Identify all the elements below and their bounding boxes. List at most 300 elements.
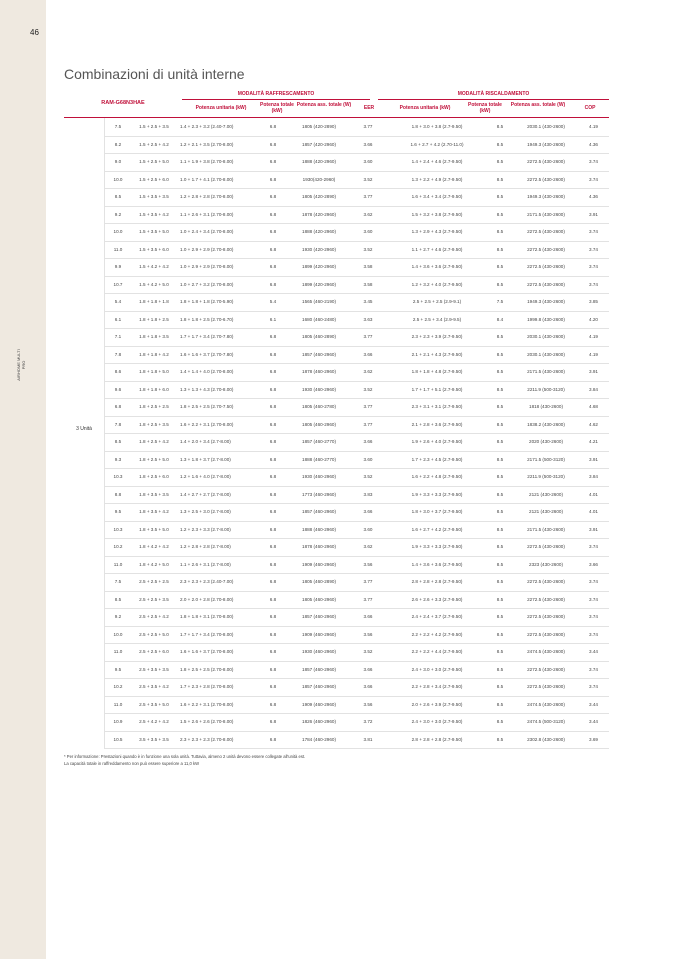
- table-cell: 3.66: [363, 351, 373, 357]
- table-cell: 1.8 + 3.0 + 3.7 (2.7-9.50): [411, 509, 463, 514]
- table-cell: 1.2 + 1.6 + 4.0 (2.7-8.00): [180, 474, 231, 479]
- table-cell: 1.8 + 1.8 + 5.0: [139, 369, 169, 374]
- table-cell: 1.8 + 4.2 + 5.0: [139, 561, 169, 567]
- table-cell: 1909 (460-2960): [302, 701, 336, 707]
- table-cell: 8.5: [496, 649, 504, 654]
- table-cell: 6.8: [269, 579, 277, 584]
- table-cell: 2.5 + 2.5 + 6.0: [139, 649, 169, 654]
- table-cell: 1930(420-2960): [302, 176, 336, 182]
- table-cell: 8.5: [496, 736, 504, 742]
- heating-group-header: MODALITÀ RISCALDAMENTO: [457, 91, 530, 97]
- footnote-2: La capacità totale in raffreddamento non può essere superiore a 11,0 kW: [64, 761, 200, 766]
- table-cell: 1.5 + 4.2 + 5.0: [139, 281, 169, 287]
- model-header: RAM-G68N3HAE: [101, 100, 145, 106]
- table-cell: 2171.5 (430-2600): [527, 211, 565, 217]
- table-cell: 1.6 + 1.6 + 3.7 (2.70-8.00): [180, 649, 234, 654]
- table-cell: 8.5: [496, 246, 504, 252]
- table-cell: 8.6: [114, 369, 122, 374]
- table-cell: 2272.5 (430-2600): [527, 596, 565, 602]
- table-cell: 3.66: [589, 561, 598, 567]
- table-cell: 3.52: [363, 649, 373, 654]
- table-cell: 1.2 + 2.3 + 3.3 (2.7-8.00): [180, 526, 231, 532]
- table-cell: 1773 (460-2960): [302, 491, 336, 497]
- table-cell: 1.0 + 2.4 + 3.4 (2.70-8.00): [180, 229, 234, 234]
- table-cell: 2272.5 (430-2600): [527, 176, 565, 182]
- table-cell: 2.6 + 2.6 + 3.3 (2.7-9.50): [411, 596, 463, 602]
- table-cell: 1.8 + 1.8 + 2.5: [139, 316, 169, 322]
- table-row: [104, 643, 609, 662]
- table-cell: 3.62: [363, 211, 373, 217]
- table-cell: 1805 (460-2890): [302, 334, 336, 339]
- table-row: [104, 556, 609, 575]
- table-cell: 2.3 + 3.1 + 3.1 (2.7-9.50): [411, 404, 463, 409]
- table-row: [104, 153, 609, 172]
- table-cell: 6.8: [269, 719, 277, 724]
- table-row: [104, 258, 609, 277]
- table-cell: 1805 (460-2960): [302, 421, 336, 427]
- table-cell: 1.5 + 3.5 + 4.2: [139, 211, 169, 217]
- table-cell: 1805 (460-2890): [302, 579, 336, 584]
- table-cell: 8.5: [496, 229, 504, 234]
- table-cell: 3.77: [363, 596, 373, 602]
- table-cell: 6.8: [269, 736, 277, 742]
- table-cell: 1.8 + 2.5 + 2.5 (2.70-7.50): [180, 404, 234, 409]
- table-cell: 8.5: [496, 404, 504, 409]
- table-cell: 1.5 + 2.5 + 5.0: [139, 159, 169, 164]
- table-cell: 8.5: [496, 194, 504, 199]
- table-cell: 1.8 + 1.8 + 4.8 (2.7-9.50): [411, 369, 463, 374]
- table-cell: 1.5 + 3.5 + 5.0: [139, 229, 169, 234]
- table-cell: 2020 (430-2600): [529, 439, 563, 444]
- table-cell: 8.5: [496, 386, 504, 392]
- col-eer: EER: [363, 105, 375, 111]
- table-cell: 2.5 + 3.5 + 5.0: [139, 701, 169, 707]
- table-row: [104, 521, 609, 540]
- table-cell: 8.5: [496, 281, 504, 287]
- table-cell: 6.1: [269, 316, 277, 322]
- table-cell: 3.84: [589, 474, 598, 479]
- table-cell: 1.8 + 1.8 + 1.8 (2.70-5.90): [180, 299, 234, 304]
- table-cell: 1.0 + 2.7 + 3.2 (2.70-8.00): [180, 281, 234, 287]
- table-cell: 4.36: [589, 141, 598, 147]
- table-row: [104, 346, 609, 365]
- table-cell: 2.2 + 2.2 + 4.4 (2.7-9.50): [411, 649, 463, 654]
- table-cell: 8.5: [496, 614, 504, 619]
- table-cell: 11.0: [113, 649, 123, 654]
- table-cell: 1565 (460-2190): [302, 299, 336, 304]
- table-cell: 1826 (460-2960): [302, 719, 336, 724]
- table-cell: 8.5: [496, 334, 504, 339]
- table-row: [104, 276, 609, 295]
- table-cell: 3.74: [589, 544, 598, 549]
- table-cell: 1.5 + 4.2 + 4.2: [139, 264, 169, 269]
- page-title: Combinazioni di unità interne: [64, 66, 245, 82]
- table-cell: 1.6 + 2.7 + 4.2 (2.70-11.0): [410, 141, 464, 147]
- table-cell: 4.21: [589, 439, 598, 444]
- table-cell: 1.8 + 4.2 + 4.2: [139, 544, 169, 549]
- table-cell: 2171.5 (500-3120): [527, 456, 565, 462]
- table-cell: 6.8: [269, 194, 277, 199]
- table-cell: 4.36: [589, 194, 598, 199]
- table-cell: 1.9 + 2.6 + 4.0 (2.7-9.50): [411, 439, 463, 444]
- table-cell: 1949.3 (430-2600): [527, 299, 565, 304]
- table-cell: 3.66: [363, 684, 373, 689]
- table-cell: 11.0: [113, 701, 123, 707]
- table-cell: 1805 (420-2890): [302, 194, 336, 199]
- table-cell: 6.8: [269, 509, 277, 514]
- table-row: [104, 503, 609, 522]
- table-cell: 8.5: [496, 176, 504, 182]
- table-cell: 1899 (420-2960): [302, 281, 336, 287]
- table-cell: 7.8: [114, 351, 122, 357]
- table-cell: 3.74: [589, 614, 598, 619]
- table-cell: 2.2 + 2.2 + 4.2 (2.7-9.50): [411, 631, 463, 637]
- table-cell: 8.5: [114, 194, 122, 199]
- table-cell: 3.52: [363, 246, 373, 252]
- col-cool-total-power: Potenza totale (kW): [260, 102, 294, 114]
- table-cell: 1857 (460-2770): [302, 439, 336, 444]
- table-cell: 8.2: [114, 141, 122, 147]
- table-cell: 3.60: [363, 456, 373, 462]
- table-cell: 2272.5 (430-2600): [527, 666, 565, 672]
- table-cell: 8.5: [496, 369, 504, 374]
- table-cell: 1857 (460-2960): [302, 614, 336, 619]
- table-cell: 6.8: [269, 176, 277, 182]
- col-heat-unit-power: Potenza unitaria (kW): [399, 105, 451, 111]
- table-cell: 1805 (460-2960): [302, 596, 336, 602]
- table-cell: 3.77: [363, 421, 373, 427]
- table-row: [104, 678, 609, 697]
- table-cell: 1.2 + 2.8 + 2.8 (2.7-8.00): [180, 544, 231, 549]
- table-cell: 2.5 + 2.5 + 3.4 (2.9-9.5): [412, 316, 462, 322]
- table-cell: 3.81: [363, 736, 373, 742]
- table-row: [104, 328, 609, 347]
- table-cell: 10.0: [113, 631, 123, 637]
- table-cell: 1.1 + 2.6 + 3.1 (2.70-8.00): [180, 211, 234, 217]
- table-cell: 2272.5 (430-2600): [527, 159, 565, 164]
- table-row: [104, 468, 609, 487]
- table-cell: 7.1: [114, 334, 122, 339]
- table-cell: 3.85: [589, 299, 598, 304]
- table-cell: 9.2: [114, 211, 122, 217]
- table-row: [104, 573, 609, 592]
- table-cell: 1.8 + 3.5 + 4.2: [139, 509, 169, 514]
- footnote-1: * Per informazione: Prestazioni quando è in funzione una sola unità. Tuttavia, almeno 2 unità devono essere collegate all'unità est.: [64, 754, 306, 759]
- table-cell: 8.5: [496, 474, 504, 479]
- table-cell: 3.83: [363, 491, 373, 497]
- table-cell: 1949.3 (430-2600): [527, 194, 565, 199]
- table-cell: 1.8 + 2.5 + 6.0: [139, 474, 169, 479]
- table-cell: 8.5: [496, 509, 504, 514]
- table-row: [104, 311, 609, 330]
- table-cell: 1.3 + 1.8 + 3.7 (2.7-8.00): [180, 456, 231, 462]
- table-cell: 1.5 + 3.5 + 6.0: [139, 246, 169, 252]
- table-row: [104, 731, 609, 750]
- table-cell: 3.74: [589, 666, 598, 672]
- table-cell: 1.4 + 2.4 + 4.6 (2.7-9.50): [411, 159, 463, 164]
- table-cell: 2272.5 (430-2600): [527, 544, 565, 549]
- table-cell: 3.52: [363, 176, 373, 182]
- table-cell: 1.6 + 2.7 + 4.2 (2.7-9.50): [411, 526, 463, 532]
- table-cell: 9.9: [114, 264, 122, 269]
- table-cell: 3.5 + 3.5 + 3.5: [139, 736, 169, 742]
- table-cell: 3.58: [363, 281, 373, 287]
- table-cell: 10.5: [113, 736, 123, 742]
- table-cell: 6.8: [269, 404, 277, 409]
- table-cell: 1.8 + 3.0 + 3.8 (2.7-9.50): [411, 124, 463, 129]
- table-cell: 1.1 + 2.7 + 4.6 (2.7-9.50): [411, 246, 463, 252]
- table-cell: 3.91: [589, 526, 598, 532]
- table-cell: 1.9 + 3.3 + 3.3 (2.7-9.50): [411, 544, 463, 549]
- table-cell: 1878 (420-2960): [302, 211, 336, 217]
- table-cell: 2474.5 (430-2600): [527, 649, 565, 654]
- table-cell: 11.0: [113, 561, 123, 567]
- table-cell: 3.74: [589, 596, 598, 602]
- table-cell: 2272.5 (430-2600): [527, 684, 565, 689]
- table-row: [104, 451, 609, 470]
- table-cell: 2474.5 (500-3120): [527, 719, 565, 724]
- table-cell: 1.3 + 2.9 + 4.3 (2.7-9.50): [411, 229, 463, 234]
- table-cell: 1.0 + 2.9 + 2.9 (2.70-8.00): [180, 246, 234, 252]
- table-row: [104, 136, 609, 155]
- table-cell: 3.62: [363, 544, 373, 549]
- table-cell: 8.5: [496, 211, 504, 217]
- table-cell: 1899 (420-2960): [302, 264, 336, 269]
- col-heat-total-power: Potenza totale (kW): [468, 102, 502, 114]
- group-label-3-units: 3 Unità: [76, 426, 92, 432]
- table-row: [104, 538, 609, 557]
- footnotes: [64, 753, 305, 767]
- table-cell: 6.8: [269, 281, 277, 287]
- table-cell: 1680 (460-2480): [302, 316, 336, 322]
- table-cell: 3.69: [589, 736, 598, 742]
- table-cell: 1784 (460-2960): [302, 736, 336, 742]
- table-cell: 1857 (420-2960): [302, 141, 336, 147]
- table-cell: 2.4 + 3.0 + 3.0 (2.7-9.50): [411, 719, 463, 724]
- table-cell: 1.7 + 1.7 + 3.4 (2.70-7.80): [180, 334, 234, 339]
- col-cop: COP: [584, 105, 596, 111]
- table-cell: 3.44: [589, 719, 598, 724]
- table-cell: 7.5: [114, 124, 122, 129]
- table-cell: 3.91: [589, 369, 598, 374]
- table-cell: 2.4 + 2.4 + 3.7 (2.7-9.50): [411, 614, 463, 619]
- table-cell: 1.5 + 2.6 + 2.6 (2.70-8.00): [180, 719, 234, 724]
- table-cell: 8.5: [496, 351, 504, 357]
- table-cell: 3.74: [589, 684, 598, 689]
- table-cell: 8.5: [496, 631, 504, 637]
- table-cell: 2.5 + 2.5 + 2.5 (2.9-9.1): [412, 299, 462, 304]
- table-cell: 1.6 + 1.6 + 3.7 (2.70-7.80): [180, 351, 234, 357]
- table-cell: 2211.9 (500-3120): [527, 474, 565, 479]
- table-cell: 3.63: [363, 316, 373, 322]
- table-cell: 1.4 + 3.6 + 3.6 (2.7-9.50): [411, 264, 463, 269]
- table-cell: 6.8: [269, 701, 277, 707]
- table-cell: 6.8: [269, 334, 277, 339]
- table-cell: 6.8: [269, 684, 277, 689]
- table-cell: 10.0: [113, 229, 123, 234]
- table-cell: 6.8: [269, 264, 277, 269]
- table-cell: 2121 (430-2600): [529, 491, 563, 497]
- table-cell: 1.6 + 2.2 + 3.1 (2.70-8.00): [180, 701, 234, 707]
- table-cell: 8.5: [496, 666, 504, 672]
- table-cell: 8.5: [496, 701, 504, 707]
- table-cell: 2.5 + 2.5 + 2.5: [139, 579, 169, 584]
- table-cell: 2.8 + 2.8 + 2.8 (2.7-9.50): [411, 579, 463, 584]
- table-cell: 4.19: [589, 351, 598, 357]
- table-cell: 1.8 + 1.8 + 2.5 (2.70-6.70): [180, 316, 234, 322]
- table-cell: 8.5: [496, 421, 504, 427]
- table-row: [104, 398, 609, 417]
- table-cell: 1.4 + 2.0 + 3.4 (2.7-8.00): [180, 439, 231, 444]
- col-heat-absorbed: Potenza ass. totale (W): [510, 102, 566, 108]
- table-row: [104, 608, 609, 627]
- table-cell: 10.9: [113, 719, 123, 724]
- table-cell: 2323 (430-2600): [529, 561, 563, 567]
- table-cell: 3.66: [363, 141, 373, 147]
- table-cell: 1.7 + 1.7 + 3.4 (2.70-8.00): [180, 631, 234, 637]
- table-cell: 1.9 + 3.3 + 3.3 (2.7-9.50): [411, 491, 463, 497]
- table-cell: 4.01: [589, 509, 598, 514]
- table-cell: 6.8: [269, 456, 277, 462]
- table-cell: 1888 (420-2960): [302, 229, 336, 234]
- table-cell: 6.8: [269, 211, 277, 217]
- table-cell: 1909 (460-2960): [302, 631, 336, 637]
- table-cell: 1.8 + 1.8 + 6.0: [139, 386, 169, 392]
- cooling-group-header: MODALITÀ RAFFRESCAMENTO: [237, 91, 315, 97]
- table-cell: 3.60: [363, 159, 373, 164]
- table-cell: 8.5: [496, 439, 504, 444]
- table-row: [104, 486, 609, 505]
- table-row: [104, 381, 609, 400]
- side-section-label: AIRHOME MULTI PRO: [16, 349, 26, 381]
- table-cell: 1930 (460-2960): [302, 474, 336, 479]
- table-cell: 1.8 + 3.5 + 5.0: [139, 526, 169, 532]
- table-cell: 2030.1 (430-2600): [527, 334, 565, 339]
- table-cell: 9.5: [114, 509, 122, 514]
- table-cell: 3.56: [363, 701, 373, 707]
- table-cell: 1930 (460-2960): [302, 386, 336, 392]
- table-cell: 1.5 + 2.5 + 6.0: [139, 176, 169, 182]
- table-cell: 1.8 + 1.8 + 3.1 (2.70-8.00): [180, 614, 234, 619]
- table-row: [104, 118, 609, 137]
- table-cell: 2.5 + 2.5 + 4.2: [139, 614, 169, 619]
- table-cell: 4.19: [589, 124, 598, 129]
- table-cell: 3.66: [363, 439, 373, 444]
- cooling-underline: [182, 99, 370, 100]
- table-cell: 2171.5 (430-2600): [527, 526, 565, 532]
- table-row: [104, 626, 609, 645]
- table-cell: 1.4 + 2.3 + 3.2 (2.40-7.00): [180, 124, 234, 129]
- table-row: [104, 696, 609, 715]
- table-cell: 8.5: [496, 456, 504, 462]
- table-cell: 1930 (420-2960): [302, 246, 336, 252]
- table-cell: 3.74: [589, 246, 598, 252]
- table-cell: 6.8: [269, 544, 277, 549]
- table-cell: 1.5 + 2.5 + 4.2: [139, 141, 169, 147]
- table-cell: 3.66: [363, 509, 373, 514]
- table-row: [104, 241, 609, 260]
- table-cell: 9.6: [114, 386, 122, 392]
- table-cell: 3.74: [589, 579, 598, 584]
- table-cell: 2121 (430-2600): [529, 509, 563, 514]
- col-cool-absorbed: Potenza ass. totale (W): [296, 102, 352, 108]
- table-cell: 1.8 + 2.5 + 5.0: [139, 456, 169, 462]
- table-cell: 3.77: [363, 404, 373, 409]
- table-cell: 5.4: [269, 299, 277, 304]
- table-row: [104, 223, 609, 242]
- table-row: [104, 188, 609, 207]
- table-cell: 3.60: [363, 526, 373, 532]
- table-cell: 1.8 + 1.8 + 4.2: [139, 351, 169, 357]
- table-cell: 2211.9 (500-3120): [527, 386, 565, 392]
- table-cell: 1.4 + 2.7 + 2.7 (2.7-8.00): [180, 491, 231, 497]
- table-cell: 1909 (460-2960): [302, 561, 336, 567]
- table-cell: 1.7 + 2.3 + 2.8 (2.70-8.00): [180, 684, 234, 689]
- table-cell: 1818 (430-2600): [529, 404, 563, 409]
- table-cell: 10.3: [113, 526, 123, 532]
- table-cell: 1805 (460-2780): [302, 404, 336, 409]
- table-cell: 8.5: [496, 526, 504, 532]
- table-cell: 3.91: [589, 456, 598, 462]
- table-cell: 8.5: [496, 561, 504, 567]
- table-cell: 6.8: [269, 246, 277, 252]
- table-cell: 6.8: [269, 526, 277, 532]
- table-cell: 6.8: [269, 229, 277, 234]
- table-cell: 2171.5 (430-2600): [527, 369, 565, 374]
- table-cell: 8.5: [496, 124, 504, 129]
- table-cell: 1.1 + 2.6 + 3.1 (2.7-8.00): [180, 561, 231, 567]
- table-row: [104, 363, 609, 382]
- table-cell: 1888 (460-2770): [302, 456, 336, 462]
- table-cell: 2302.8 (430-2600): [527, 736, 565, 742]
- table-cell: 6.8: [269, 474, 277, 479]
- table-cell: 5.4: [114, 299, 122, 304]
- table-cell: 3.77: [363, 579, 373, 584]
- table-cell: 2.3 + 2.3 + 2.3 (2.40-7.00): [180, 579, 234, 584]
- table-cell: 6.8: [269, 159, 277, 164]
- table-row: [104, 416, 609, 435]
- table-cell: 1.2 + 2.1 + 3.5 (2.70-8.00): [180, 141, 234, 147]
- table-cell: 2.5 + 2.5 + 5.0: [139, 631, 169, 637]
- table-cell: 8.5: [496, 159, 504, 164]
- table-cell: 1878 (460-2960): [302, 369, 336, 374]
- table-cell: 3.91: [589, 211, 598, 217]
- table-cell: 8.8: [114, 491, 122, 497]
- table-cell: 1.4 + 1.4 + 4.0 (2.70-8.00): [180, 369, 234, 374]
- table-cell: 3.62: [363, 369, 373, 374]
- table-cell: 9.0: [114, 159, 122, 164]
- table-cell: 2030.1 (430-2600): [527, 124, 565, 129]
- table-cell: 9.3: [114, 456, 122, 462]
- table-cell: 9.5: [114, 666, 122, 672]
- table-cell: 6.8: [269, 491, 277, 497]
- table-cell: 2272.5 (430-2600): [527, 281, 565, 287]
- table-cell: 1.3 + 2.2 + 4.9 (2.7-9.50): [411, 176, 463, 182]
- table-cell: 1949.3 (430-2600): [527, 141, 565, 147]
- table-cell: 1.8 + 2.5 + 3.5: [139, 421, 169, 427]
- table-row: [104, 591, 609, 610]
- table-cell: 1888 (460-2960): [302, 526, 336, 532]
- table-cell: 3.52: [363, 474, 373, 479]
- table-cell: 8.5: [114, 596, 122, 602]
- table-cell: 3.58: [363, 264, 373, 269]
- table-cell: 6.8: [269, 561, 277, 567]
- table-cell: 3.77: [363, 334, 373, 339]
- table-cell: 1.2 + 3.2 + 4.0 (2.7-9.50): [411, 281, 463, 287]
- table-cell: 8.4: [496, 316, 504, 322]
- table-cell: 6.8: [269, 351, 277, 357]
- table-cell: 7.8: [114, 421, 122, 427]
